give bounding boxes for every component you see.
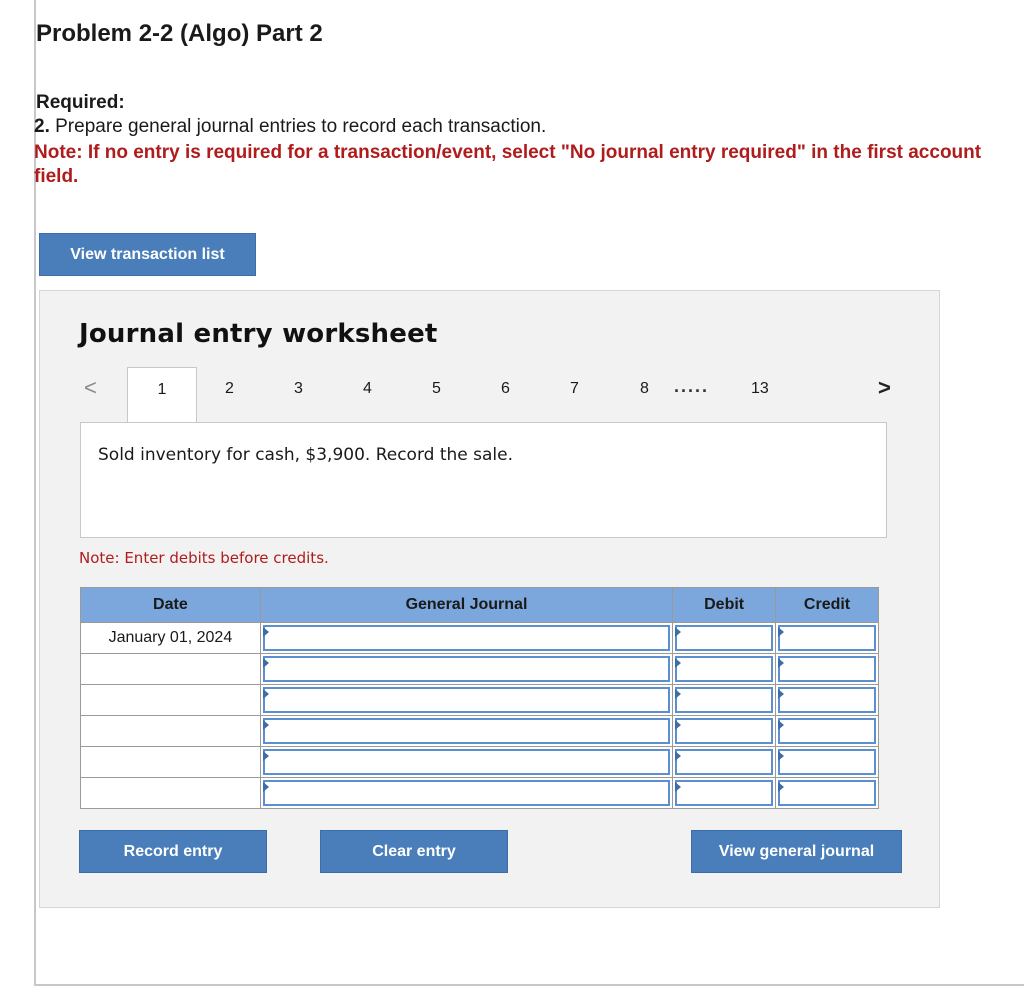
clear-entry-button[interactable]: Clear entry xyxy=(320,830,508,873)
table-row xyxy=(81,747,879,778)
debit-input[interactable] xyxy=(675,687,773,713)
journal-table xyxy=(80,587,879,809)
tab-transaction-3[interactable]: 3 xyxy=(294,380,303,397)
page-title: Problem 2-2 (Algo) Part 2 xyxy=(36,20,323,47)
journal-entry-worksheet xyxy=(39,290,940,908)
no-entry-note: Note: If no entry is required for a transaction/event, select "No journal entry required" in the first account field. xyxy=(34,142,982,187)
transaction-pager xyxy=(40,361,939,423)
chevron-right-icon[interactable]: > xyxy=(878,375,891,400)
debits-note: Note: Enter debits before credits. xyxy=(79,549,329,567)
debit-cell xyxy=(673,778,776,809)
debit-cell xyxy=(673,623,776,654)
debit-input[interactable] xyxy=(675,780,773,806)
credit-cell xyxy=(776,716,879,747)
credit-input[interactable] xyxy=(778,718,876,744)
credit-input[interactable] xyxy=(778,625,876,651)
required-label: Required: xyxy=(36,92,125,113)
date-cell xyxy=(81,716,261,747)
account-input[interactable] xyxy=(263,718,670,744)
credit-input[interactable] xyxy=(778,749,876,775)
table-row xyxy=(81,778,879,809)
column-header-credit: Credit xyxy=(776,588,879,623)
credit-input[interactable] xyxy=(778,687,876,713)
tab-transaction-6[interactable]: 6 xyxy=(501,380,510,397)
required-instruction xyxy=(34,116,546,138)
table-row xyxy=(81,716,879,747)
date-cell xyxy=(81,654,261,685)
tab-transaction-2[interactable]: 2 xyxy=(225,380,234,397)
debit-input[interactable] xyxy=(675,749,773,775)
credit-input[interactable] xyxy=(778,656,876,682)
view-transaction-list-button[interactable]: View transaction list xyxy=(39,233,256,276)
account-input[interactable] xyxy=(263,749,670,775)
tab-transaction-1[interactable]: 1 xyxy=(127,367,197,423)
table-row xyxy=(81,623,879,654)
account-input[interactable] xyxy=(263,780,670,806)
account-cell xyxy=(260,623,672,654)
tab-transaction-4[interactable]: 4 xyxy=(363,380,372,397)
credit-cell xyxy=(776,623,879,654)
tab-transaction-7[interactable]: 7 xyxy=(570,380,579,397)
column-header-date: Date xyxy=(81,588,261,623)
table-row xyxy=(81,685,879,716)
required-number: 2. xyxy=(34,116,50,137)
date-cell xyxy=(81,685,261,716)
column-header-general-journal: General Journal xyxy=(260,588,672,623)
debit-cell xyxy=(673,685,776,716)
transaction-description-box xyxy=(80,422,887,538)
debit-input[interactable] xyxy=(675,656,773,682)
record-entry-button[interactable]: Record entry xyxy=(79,830,267,873)
account-cell xyxy=(260,716,672,747)
chevron-left-icon[interactable]: < xyxy=(84,375,97,400)
account-cell xyxy=(260,778,672,809)
debit-input[interactable] xyxy=(675,625,773,651)
transaction-description: Sold inventory for cash, $3,900. Record the sale. xyxy=(98,445,513,465)
tab-transaction-13[interactable]: 13 xyxy=(751,380,769,397)
view-general-journal-button[interactable]: View general journal xyxy=(691,830,902,873)
debit-cell xyxy=(673,716,776,747)
date-cell xyxy=(81,747,261,778)
credit-cell xyxy=(776,654,879,685)
date-cell: January 01, 2024 xyxy=(81,623,261,654)
debit-input[interactable] xyxy=(675,718,773,744)
required-text: Prepare general journal entries to record each transaction. xyxy=(49,116,547,137)
tab-transaction-8[interactable]: 8 xyxy=(640,380,649,397)
account-input[interactable] xyxy=(263,625,670,651)
tab-transaction-5[interactable]: 5 xyxy=(432,380,441,397)
account-cell xyxy=(260,654,672,685)
account-cell xyxy=(260,685,672,716)
table-row xyxy=(81,654,879,685)
account-cell xyxy=(260,747,672,778)
debit-cell xyxy=(673,654,776,685)
credit-cell xyxy=(776,685,879,716)
pager-ellipsis: ..... xyxy=(674,376,710,396)
worksheet-title: Journal entry worksheet xyxy=(79,319,438,349)
credit-input[interactable] xyxy=(778,780,876,806)
journal-header-row xyxy=(81,588,879,623)
date-cell xyxy=(81,778,261,809)
debit-cell xyxy=(673,747,776,778)
account-input[interactable] xyxy=(263,687,670,713)
column-header-debit: Debit xyxy=(673,588,776,623)
credit-cell xyxy=(776,778,879,809)
credit-cell xyxy=(776,747,879,778)
account-input[interactable] xyxy=(263,656,670,682)
